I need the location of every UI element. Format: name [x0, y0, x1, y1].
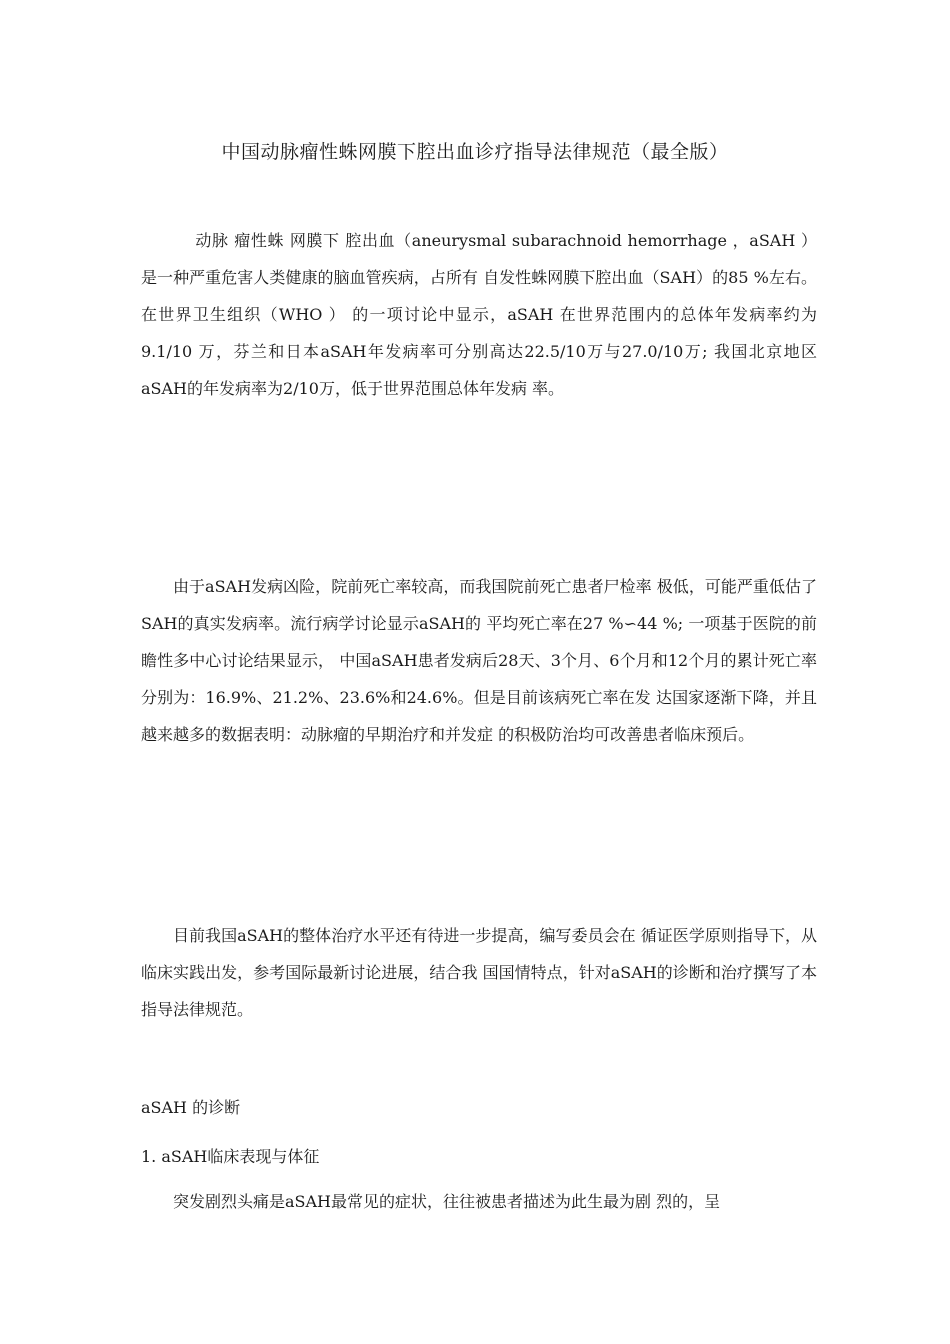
section-heading: aSAH 的诊断 [141, 1098, 241, 1117]
subsection-heading: 1. aSAH临床表现与体征 [141, 1147, 320, 1166]
paragraph-mortality: 由于aSAH发病凶险，院前死亡率较高，而我国院前死亡患者尸检率 极低，可能严重低估了 SAH的真实发病率。流行病学讨论显示aSAH的 平均死亡率在27 %∽44 %; 一项基于医院的前瞻性多中心讨论结果显示， 中国aSAH患者发病后28天、3个月、6个月和12个月的累计死亡率 分别为：16.9%、21.2%、23.6%和24.6%。但是目前该病死亡率在发 达国家逐渐下降，并且越来越多的数据表明：动脉瘤的早期治疗和并发症 的积极防治均可改善患者临床预后。 [141, 577, 817, 744]
paragraph-intro: 动脉 瘤性蛛 网膜下 腔出血（aneurysmal subarachnoid hemorrhage ，aSAH ）是一种严重危害人类健康的脑血管疾病，占所有 自发性蛛网膜下腔出血（SAH）的85 %左右。在世界卫生组织（WHO ） 的一项讨论中显示，aSAH 在世界范围内的总体年发病率约为9.1/10 万，芬兰和日本aSAH年发病率可分别高达22.5/10万与27.0/10万; 我国北京地区aSAH的年发病率为2/10万，低于世界范围总体年发病 率。 [141, 231, 817, 398]
paragraph-symptoms: 突发剧烈头痛是aSAH最常见的症状，往往被患者描述为此生最为剧 烈的，呈 [173, 1192, 721, 1211]
document-title: 中国动脉瘤性蛛网膜下腔出血诊疗指导法律规范（最全版） [221, 141, 729, 163]
paragraph-guideline-purpose: 目前我国aSAH的整体治疗水平还有待进一步提高，编写委员会在 循证医学原则指导下，从临床实践出发，参考国际最新讨论进展，结合我 国国情特点，针对aSAH的诊断和治疗撰写了本指导法律规范。 [141, 926, 817, 1019]
